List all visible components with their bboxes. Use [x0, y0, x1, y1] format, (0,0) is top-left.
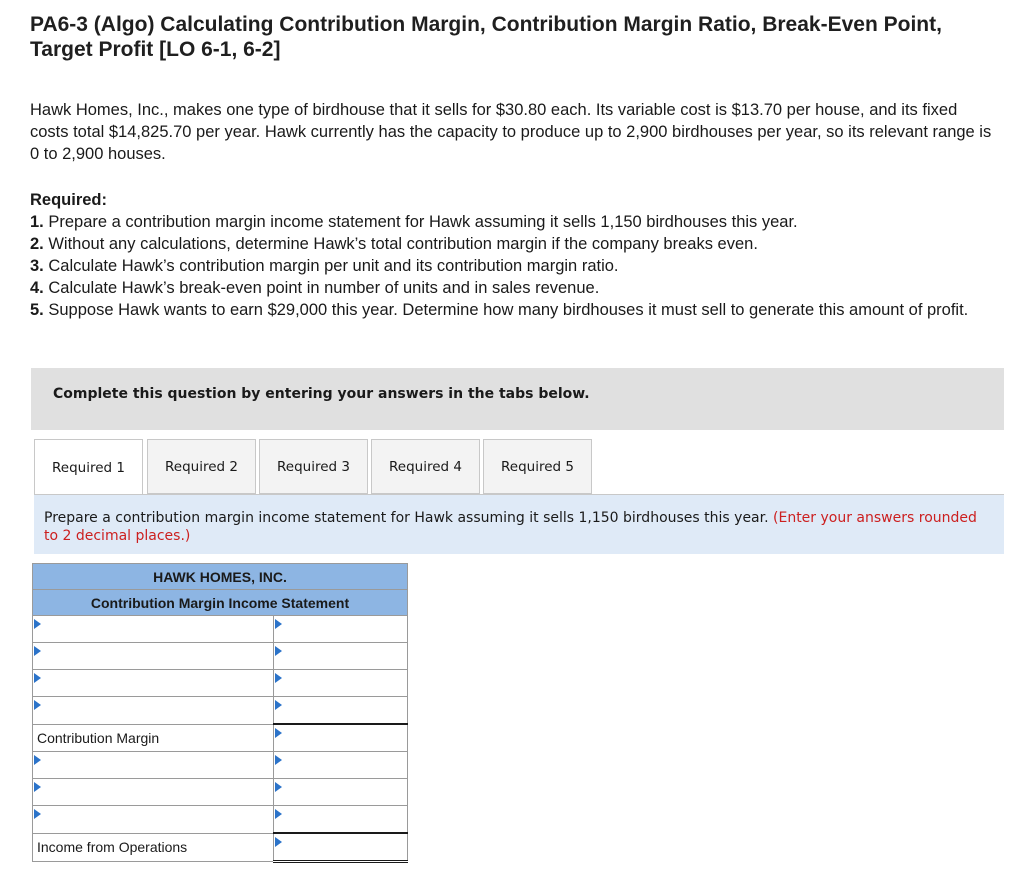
contribution-margin-value-cell[interactable]	[274, 724, 408, 752]
row-value-cell[interactable]	[274, 697, 408, 725]
row-label-dropdown[interactable]	[33, 643, 274, 670]
row-value-cell[interactable]	[274, 779, 408, 806]
tab-required-2[interactable]: Required 2	[147, 439, 256, 494]
table-row	[33, 697, 408, 725]
statement-company: HAWK HOMES, INC.	[33, 564, 408, 590]
instruction-text: Complete this question by entering your answers in the tabs below.	[53, 386, 590, 402]
income-from-operations-label: Income from Operations	[33, 833, 274, 862]
income-from-operations-input[interactable]	[274, 834, 407, 860]
contribution-margin-label: Contribution Margin	[33, 724, 274, 752]
tab-required-5[interactable]: Required 5	[483, 439, 592, 494]
statement-title: Contribution Margin Income Statement	[33, 590, 408, 616]
row-label-dropdown[interactable]	[33, 752, 274, 779]
row-label-input[interactable]	[33, 779, 273, 805]
required-heading: Required:	[30, 191, 108, 209]
tab-required-1[interactable]: Required 1	[34, 439, 143, 496]
table-row	[33, 779, 408, 806]
table-row	[33, 724, 408, 752]
row-label-dropdown[interactable]	[33, 670, 274, 697]
table-row	[33, 806, 408, 834]
row-label-input[interactable]	[33, 697, 273, 724]
row-label-dropdown[interactable]	[33, 806, 274, 834]
row-value-input[interactable]	[274, 752, 407, 778]
page-title: PA6-3 (Algo) Calculating Contribution Margin, Contribution Margin Ratio, Break-Even Point, Target Profit [LO 6-1, 6-2]	[30, 13, 942, 61]
row-value-input[interactable]	[274, 806, 407, 832]
row-value-input[interactable]	[274, 670, 407, 696]
table-row	[33, 670, 408, 697]
prompt-hint: (Enter your answers rounded to 2 decimal places.)	[44, 510, 977, 544]
row-label-input[interactable]	[33, 643, 273, 669]
tab-required-4[interactable]: Required 4	[371, 439, 480, 494]
required-item-1: 1. Prepare a contribution margin income statement for Hawk assuming it sells 1,150 birdhouses this year.	[30, 213, 798, 231]
table-row	[33, 752, 408, 779]
row-value-input[interactable]	[274, 779, 407, 805]
required-item-3: 3. Calculate Hawk’s contribution margin per unit and its contribution margin ratio.	[30, 257, 619, 275]
row-value-cell[interactable]	[274, 643, 408, 670]
required-item-5: 5. Suppose Hawk wants to earn $29,000 this year. Determine how many birdhouses it must sell to generate this amount of profit.	[30, 301, 969, 319]
row-value-cell[interactable]	[274, 670, 408, 697]
instruction-bar	[31, 368, 1004, 430]
required-item-2: 2. Without any calculations, determine Hawk’s total contribution margin if the company breaks even.	[30, 235, 758, 253]
row-value-cell[interactable]	[274, 616, 408, 643]
required-item-4: 4. Calculate Hawk’s break-even point in number of units and in sales revenue.	[30, 279, 600, 297]
row-label-input[interactable]	[33, 806, 273, 833]
row-value-input[interactable]	[274, 616, 407, 642]
row-label-dropdown[interactable]	[33, 616, 274, 643]
row-label-input[interactable]	[33, 670, 273, 696]
tab-required-3[interactable]: Required 3	[259, 439, 368, 494]
table-row	[33, 616, 408, 643]
required-list	[30, 189, 1000, 321]
row-label-input[interactable]	[33, 752, 273, 778]
income-from-operations-value-cell[interactable]	[274, 833, 408, 862]
problem-intro: Hawk Homes, Inc., makes one type of birdhouse that it sells for $30.80 each. Its variable cost is $13.70 per house, and its fixed costs total $14,825.70 per year. Hawk currently has the capacity to produce up to 2,900 birdhouses per year, so its relevant range is 0 to 2,900 houses.	[30, 101, 992, 163]
income-statement-table	[32, 563, 408, 863]
prompt-text: Prepare a contribution margin income statement for Hawk assuming it sells 1,150 birdhouses this year.	[44, 510, 769, 526]
row-value-cell[interactable]	[274, 806, 408, 834]
row-value-input[interactable]	[274, 643, 407, 669]
contribution-margin-input[interactable]	[274, 725, 407, 751]
row-value-input[interactable]	[274, 697, 407, 723]
table-row	[33, 833, 408, 862]
row-label-input[interactable]	[33, 616, 273, 642]
tab-prompt	[34, 495, 1004, 554]
table-row	[33, 643, 408, 670]
row-value-cell[interactable]	[274, 752, 408, 779]
row-label-dropdown[interactable]	[33, 697, 274, 725]
row-label-dropdown[interactable]	[33, 779, 274, 806]
